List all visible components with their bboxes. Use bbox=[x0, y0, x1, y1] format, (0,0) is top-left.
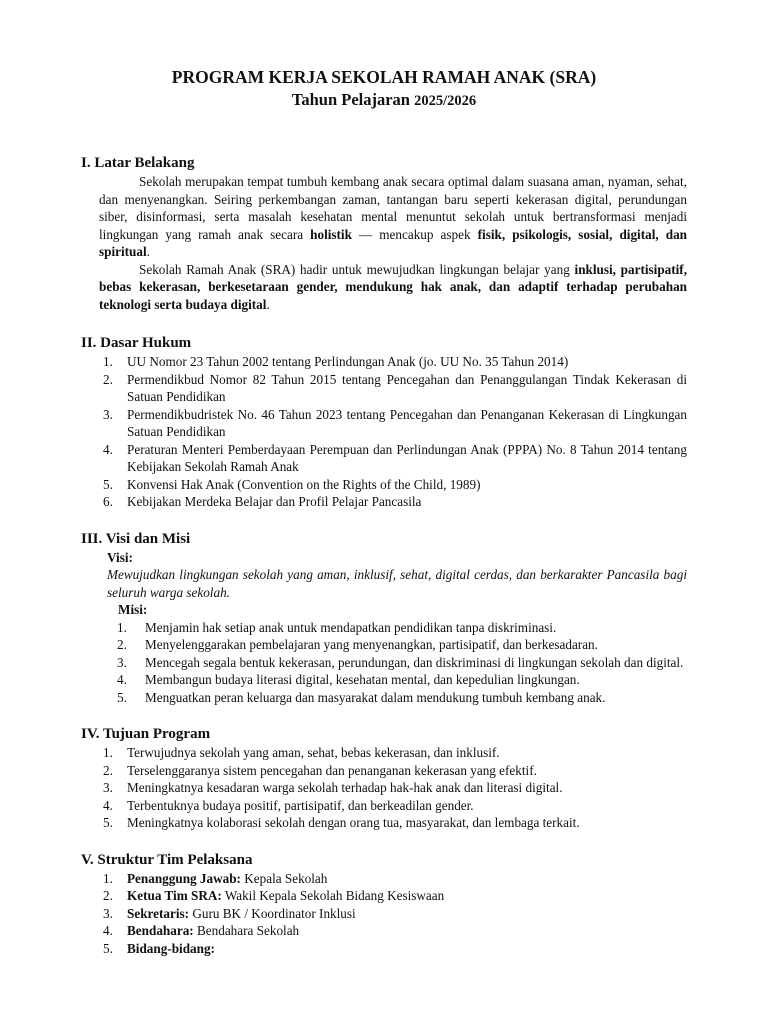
list-number: 3. bbox=[103, 406, 113, 422]
list-item bbox=[81, 940, 687, 958]
bold-run: inklusi, partisipatif, bebas kekerasan, berkesetaraan gender, mendukung hak anak, dan adaptif terhadap perubahan teknologi serta budaya digital bbox=[99, 261, 687, 312]
list-number: 6. bbox=[103, 494, 113, 509]
list-number: 2. bbox=[103, 371, 113, 387]
document-subtitle bbox=[81, 88, 687, 113]
section-visi-misi bbox=[81, 529, 687, 707]
list-item bbox=[81, 762, 687, 780]
dasar-hukum-list bbox=[81, 353, 687, 511]
role-value: Guru BK / Koordinator Inklusi bbox=[189, 905, 356, 921]
list-item bbox=[81, 905, 687, 923]
list-number: 4. bbox=[103, 797, 113, 813]
list-number: 2. bbox=[103, 762, 113, 778]
list-item bbox=[81, 353, 687, 371]
list-number: 4. bbox=[103, 923, 113, 938]
list-number: 1. bbox=[103, 870, 113, 886]
role-label: Ketua Tim SRA: bbox=[127, 888, 222, 903]
bold-run: holistik bbox=[310, 226, 352, 242]
role-label: Bendahara: bbox=[127, 923, 194, 938]
paragraph-2 bbox=[99, 261, 687, 314]
section-heading: V. Struktur Tim Pelaksana bbox=[81, 851, 253, 868]
list-number: 2. bbox=[103, 888, 113, 903]
list-text: Permendikbud Nomor 82 Tahun 2015 tentang Pencegahan dan Penanggulangan Tindak Kekerasan di Satuan Pendidikan bbox=[127, 371, 687, 404]
visi-label: Visi: bbox=[107, 549, 133, 565]
list-item bbox=[81, 671, 687, 689]
list-item bbox=[81, 371, 687, 406]
list-item bbox=[81, 887, 687, 905]
paragraph-1 bbox=[99, 173, 687, 261]
list-item bbox=[81, 441, 687, 476]
section-struktur-tim bbox=[81, 850, 687, 958]
list-number: 5. bbox=[117, 689, 127, 705]
list-text: Konvensi Hak Anak (Convention on the Rights of the Child, 1989) bbox=[127, 476, 481, 492]
list-text: Meningkatnya kolaborasi sekolah dengan orang tua, masyarakat, dan lembaga terkait. bbox=[127, 815, 580, 830]
list-item bbox=[81, 689, 687, 707]
list-number: 5. bbox=[103, 476, 113, 492]
struktur-list bbox=[81, 870, 687, 958]
list-item bbox=[81, 922, 687, 940]
list-number: 1. bbox=[117, 619, 127, 635]
list-number: 2. bbox=[117, 637, 127, 652]
list-item bbox=[81, 636, 687, 654]
role-label: Sekretaris: bbox=[127, 905, 190, 921]
list-number: 5. bbox=[103, 940, 113, 956]
text-run: Sekolah Ramah Anak (SRA) hadir untuk mewujudkan lingkungan belajar yang bbox=[139, 261, 575, 277]
list-text: Terselenggaranya sistem pencegahan dan penanganan kekerasan yang efektif. bbox=[127, 762, 537, 778]
list-number: 1. bbox=[103, 354, 113, 369]
section-tujuan-program bbox=[81, 724, 687, 832]
role-value: Wakil Kepala Sekolah Bidang Kesiswaan bbox=[221, 888, 445, 903]
list-text: Peraturan Menteri Pemberdayaan Perempuan dan Perlindungan Anak (PPPA) No. 8 Tahun 2014 tentang Kebijakan Sekolah Ramah Anak bbox=[127, 441, 687, 474]
list-item bbox=[81, 619, 687, 637]
list-number: 3. bbox=[117, 654, 127, 670]
list-number: 1. bbox=[103, 745, 113, 760]
list-number: 5. bbox=[103, 815, 113, 830]
section-heading: IV. Tujuan Program bbox=[81, 726, 211, 742]
list-text: Mencegah segala bentuk kekerasan, perundungan, dan diskriminasi di lingkungan sekolah dan digital. bbox=[145, 654, 684, 670]
misi-list bbox=[81, 619, 687, 707]
list-item bbox=[81, 870, 687, 888]
list-item bbox=[81, 476, 687, 494]
text-run: . bbox=[266, 296, 270, 312]
section-latar-belakang bbox=[81, 153, 687, 313]
section-dasar-hukum bbox=[81, 333, 687, 511]
list-item bbox=[81, 744, 687, 762]
list-item bbox=[81, 797, 687, 815]
list-item bbox=[81, 779, 687, 797]
misi-label: Misi: bbox=[118, 602, 148, 617]
list-text: UU Nomor 23 Tahun 2002 tentang Perlindungan Anak (jo. UU No. 35 Tahun 2014) bbox=[127, 354, 569, 369]
list-text: Permendikbudristek No. 46 Tahun 2023 tentang Pencegahan dan Penanganan Kekerasan di Lingkungan Satuan Pendidikan bbox=[127, 406, 687, 439]
list-number: 3. bbox=[103, 780, 113, 795]
section-heading: I. Latar Belakang bbox=[81, 155, 195, 171]
text-run: — mencakup aspek bbox=[351, 226, 478, 242]
list-number: 4. bbox=[103, 441, 113, 457]
list-text: Terwujudnya sekolah yang aman, sehat, bebas kekerasan, dan inklusif. bbox=[127, 745, 500, 760]
subtitle-year: 2025/2026 bbox=[414, 93, 477, 109]
list-text: Membangun budaya literasi digital, kesehatan mental, dan kepedulian lingkungan. bbox=[145, 672, 580, 687]
tujuan-list bbox=[81, 744, 687, 832]
visi-text: Mewujudkan lingkungan sekolah yang aman, inklusif, sehat, digital cerdas, dan berkarakter Pancasila bagi seluruh warga sekolah. bbox=[107, 567, 687, 600]
list-text: Meningkatnya kesadaran warga sekolah terhadap hak-hak anak dan literasi digital. bbox=[127, 780, 563, 795]
list-item bbox=[81, 493, 687, 511]
role-value: Bendahara Sekolah bbox=[193, 923, 300, 938]
list-text: Menjamin hak setiap anak untuk mendapatkan pendidikan tanpa diskriminasi. bbox=[145, 619, 557, 635]
document-title: PROGRAM KERJA SEKOLAH RAMAH ANAK (SRA) bbox=[171, 67, 597, 87]
section-heading: II. Dasar Hukum bbox=[81, 335, 192, 351]
text-run: . bbox=[146, 244, 150, 259]
list-text: Menguatkan peran keluarga dan masyarakat dalam mendukung tumbuh kembang anak. bbox=[145, 689, 606, 705]
text-run: Sekolah merupakan tempat tumbuh kembang anak secara optimal dalam suasana aman, nyaman, sehat, dan menyenangkan. Seiring perkembangan zaman, tantangan baru seperti kekerasan digital, perundungan siber, disinformasi, serta masalah kesehatan mental menuntut sekolah untuk bertransformasi menjadi lingkungan yang ramah anak secara bbox=[99, 174, 687, 242]
list-item bbox=[81, 654, 687, 672]
section-heading: III. Visi dan Misi bbox=[81, 530, 191, 547]
list-item bbox=[81, 406, 687, 441]
list-item bbox=[81, 814, 687, 832]
role-value: Kepala Sekolah bbox=[240, 870, 328, 886]
list-number: 4. bbox=[117, 672, 127, 687]
list-number: 3. bbox=[103, 905, 113, 921]
subtitle-text: Tahun Pelajaran bbox=[291, 90, 410, 109]
list-text: Menyelenggarakan pembelajaran yang menyenangkan, partisipatif, dan berkesadaran. bbox=[145, 637, 598, 652]
bold-run: fisik, psikologis, sosial, digital, dan spiritual bbox=[99, 226, 687, 259]
role-label: Penanggung Jawab: bbox=[127, 870, 241, 886]
list-text: Kebijakan Merdeka Belajar dan Profil Pelajar Pancasila bbox=[127, 494, 422, 509]
list-text: Terbentuknya budaya positif, partisipatif, dan berkeadilan gender. bbox=[127, 797, 474, 813]
role-label: Bidang-bidang: bbox=[127, 940, 215, 956]
